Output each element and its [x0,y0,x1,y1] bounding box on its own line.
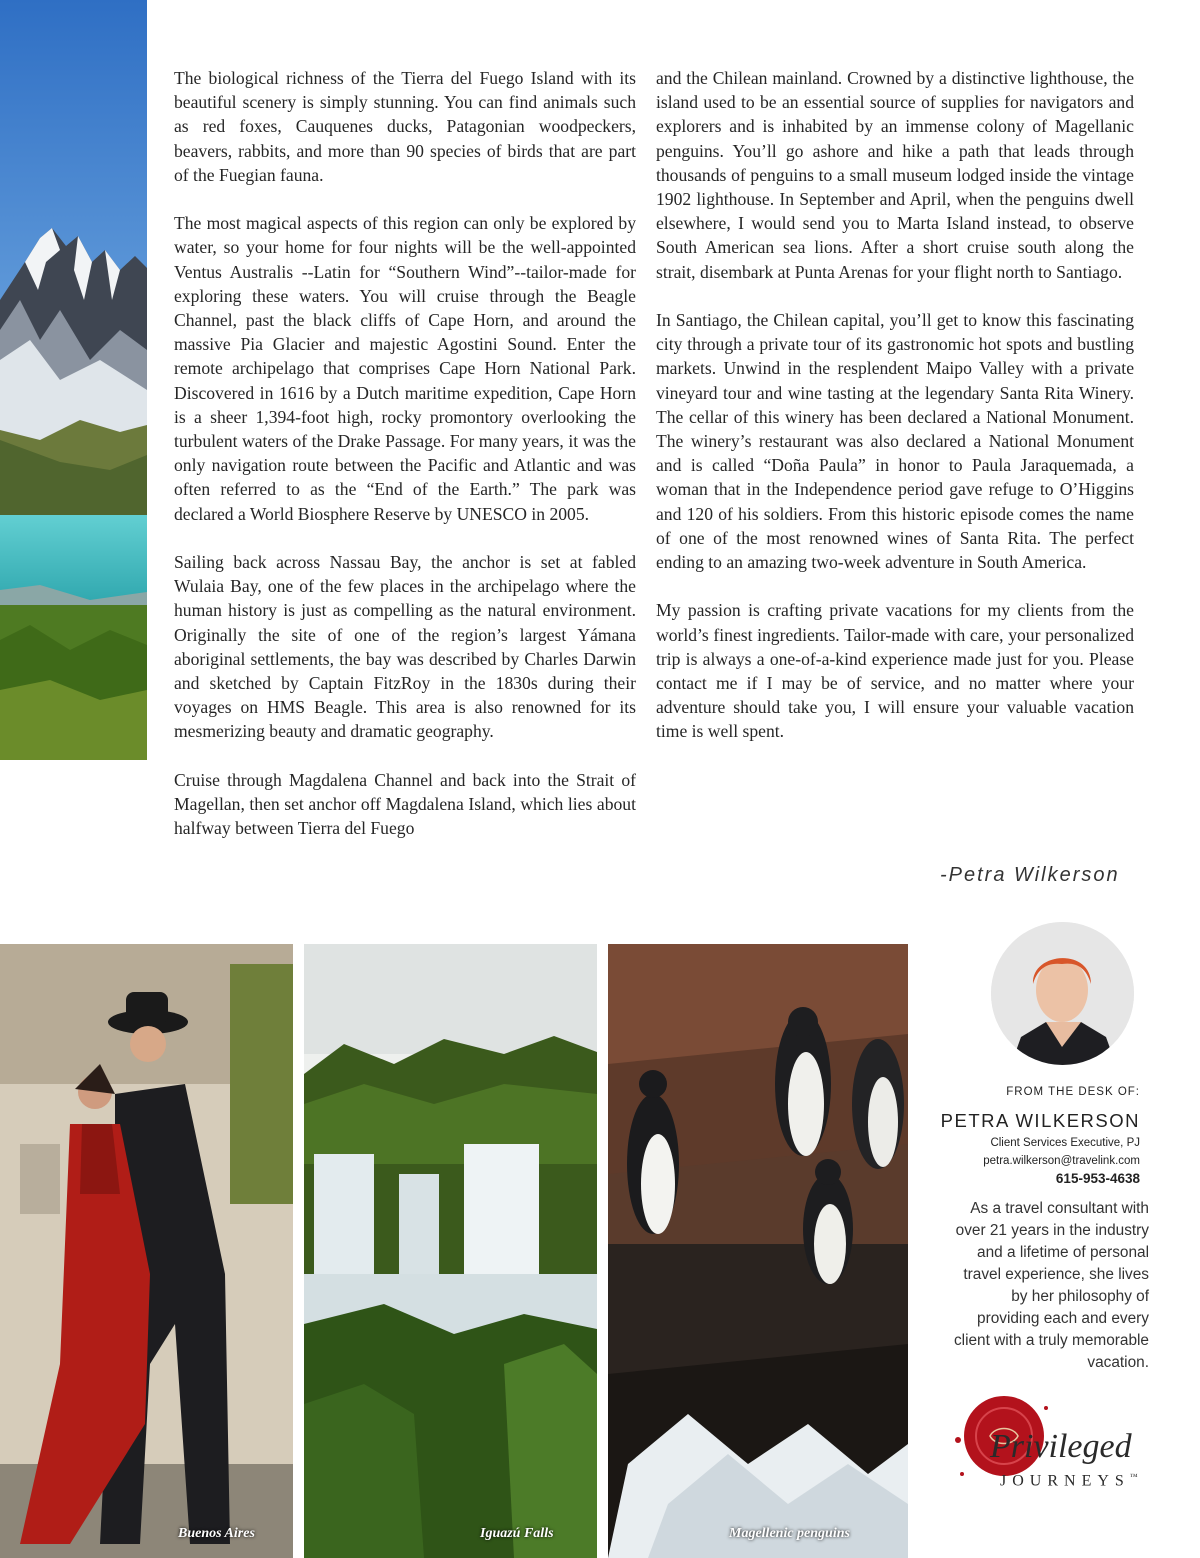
landscape-photo [0,0,147,760]
desk-label: FROM THE DESK OF: [1006,1086,1140,1098]
penguins-photo [608,944,908,1558]
article-left-column [174,66,636,865]
paragraph-closing: My passion is crafting private vacations for my clients from the world’s finest ingredients. Tailor-made with care, your personalized trip is always a one-of-a-kind experience made just for you. Please contact me if I may be of service, and no matter where your adventure should take you, I will ensure your valuable vacation time is well spent. [656,600,1134,742]
caption-magellanic-penguins: Magellenic penguins [729,1526,850,1541]
article-right-column [656,66,1134,768]
logo-trademark: ™ [1129,1472,1138,1481]
consultant-name: PETRA WILKERSON [940,1110,1140,1131]
mountain-lake-image [0,0,147,760]
paragraph-magdalena: Cruise through Magdalena Channel and back into the Strait of Magellan, then set anchor off Magdalena Island, which lies about halfway between Tierra del Fuego [174,769,636,839]
paragraph-lighthouse: and the Chilean mainland. Crowned by a distinctive lighthouse, the island used to be an essential source of supplies for navigators and explorers and is inhabited by an immense colony of Magellanic penguins. You’ll go ashore and hike a path that leads through thousands of penguins to a small museum lodged inside the vintage 1902 lighthouse. In September and April, when the penguins dwell elsewhere, I would send you to Marta Island instead, to observe South American sea lions. After a short cruise south along the strait, disembark at Punta Arenas for your flight north to Santiago. [656,68,1134,282]
privileged-journeys-logo [940,1378,1140,1518]
tango-dancers-image [0,944,293,1558]
falls-photo [304,944,597,1558]
paragraph-wulaia-bay: Sailing back across Nassau Bay, the anchor is set at fabled Wulaia Bay, one of the few places in the archipelago where the human history is just as compelling as the natural environment. Originally the site of one of the region’s largest Yámana aboriginal settlements, the bay was described by Charles Darwin and sketched by Captain FitzRoy in the 1830s during their voyages on HMS Beagle. This area is also renowned for its mesmerizing beauty and dramatic geography. [174,552,636,742]
consultant-title: Client Services Executive, PJ [990,1137,1140,1149]
iguazu-falls-image [304,944,597,1558]
paragraph-fauna: The biological richness of the Tierra del Fuego Island with its beautiful scenery is simply stunning. You can find animals such as red foxes, Cauquenes ducks, Patagonian woodpeckers, beavers, rabbits, and more than 90 species of birds that are part of the Fuegian fauna. [174,68,636,185]
author-portrait-image [991,922,1134,1065]
caption-buenos-aires: Buenos Aires [178,1526,255,1541]
consultant-bio: As a travel consultant with over 21 years in the industry and a lifetime of personal travel experience, she lives by her philosophy of providing each and every client with a truly memorable vacation. [953,1200,1149,1371]
paragraph-cape-horn: The most magical aspects of this region can only be explored by water, so your home for four nights will be the well-appointed Ventus Australis --Latin for “Southern Wind”--tailor-made for exploring these waters. You will cruise through the Beagle Channel, past the black cliffs of Cape Horn, and around the massive Pia Glacier and majestic Agostini Sound. Enter the remote archipelago that comprises Cape Horn National Park. Discovered in 1616 by a Dutch maritime expedition, Cape Horn is a sheer 1,394-foot high, rocky promontory overlooking the turbulent waters of the Drake Passage. For many years, it was the only navigation route between the Pacific and Atlantic and was often referred to as the “End of the Earth.” The park was declared a World Biosphere Reserve by UNESCO in 2005. [174,213,636,524]
paragraph-santiago: In Santiago, the Chilean capital, you’ll get to know this fascinating city through a private tour of its gastronomic hot spots and bustling markets. Unwind in the resplendent Maipo Valley with a private vineyard tour and wine tasting at the legendary Santa Rita Winery. The cellar of this winery has been declared a National Monument. The winery’s restaurant was also declared a National Monument and is called “Doña Paula” in honor to Paula Jaraquemada, a woman that in the Independence period gave refuge to O’Higgins and 120 of his soldiers. From this historic episode comes the name of one of the most renowned wines of Santa Rita. The perfect ending to an amazing two-week adventure in South America. [656,310,1134,573]
logo-word: JOURNEYS [1000,1472,1130,1490]
consultant-phone[interactable]: 615-953-4638 [1055,1171,1140,1186]
logo-word-text [1000,1472,1138,1490]
caption-iguazu-falls: Iguazú Falls [480,1526,554,1541]
author-signature: -Petra Wilkerson [940,864,1120,886]
logo-script-text: Privileged [990,1428,1132,1465]
consultant-email[interactable]: petra.wilkerson@travelink.com [983,1155,1140,1167]
author-avatar [991,922,1134,1065]
penguins-image [608,944,908,1558]
tango-photo [0,944,293,1558]
